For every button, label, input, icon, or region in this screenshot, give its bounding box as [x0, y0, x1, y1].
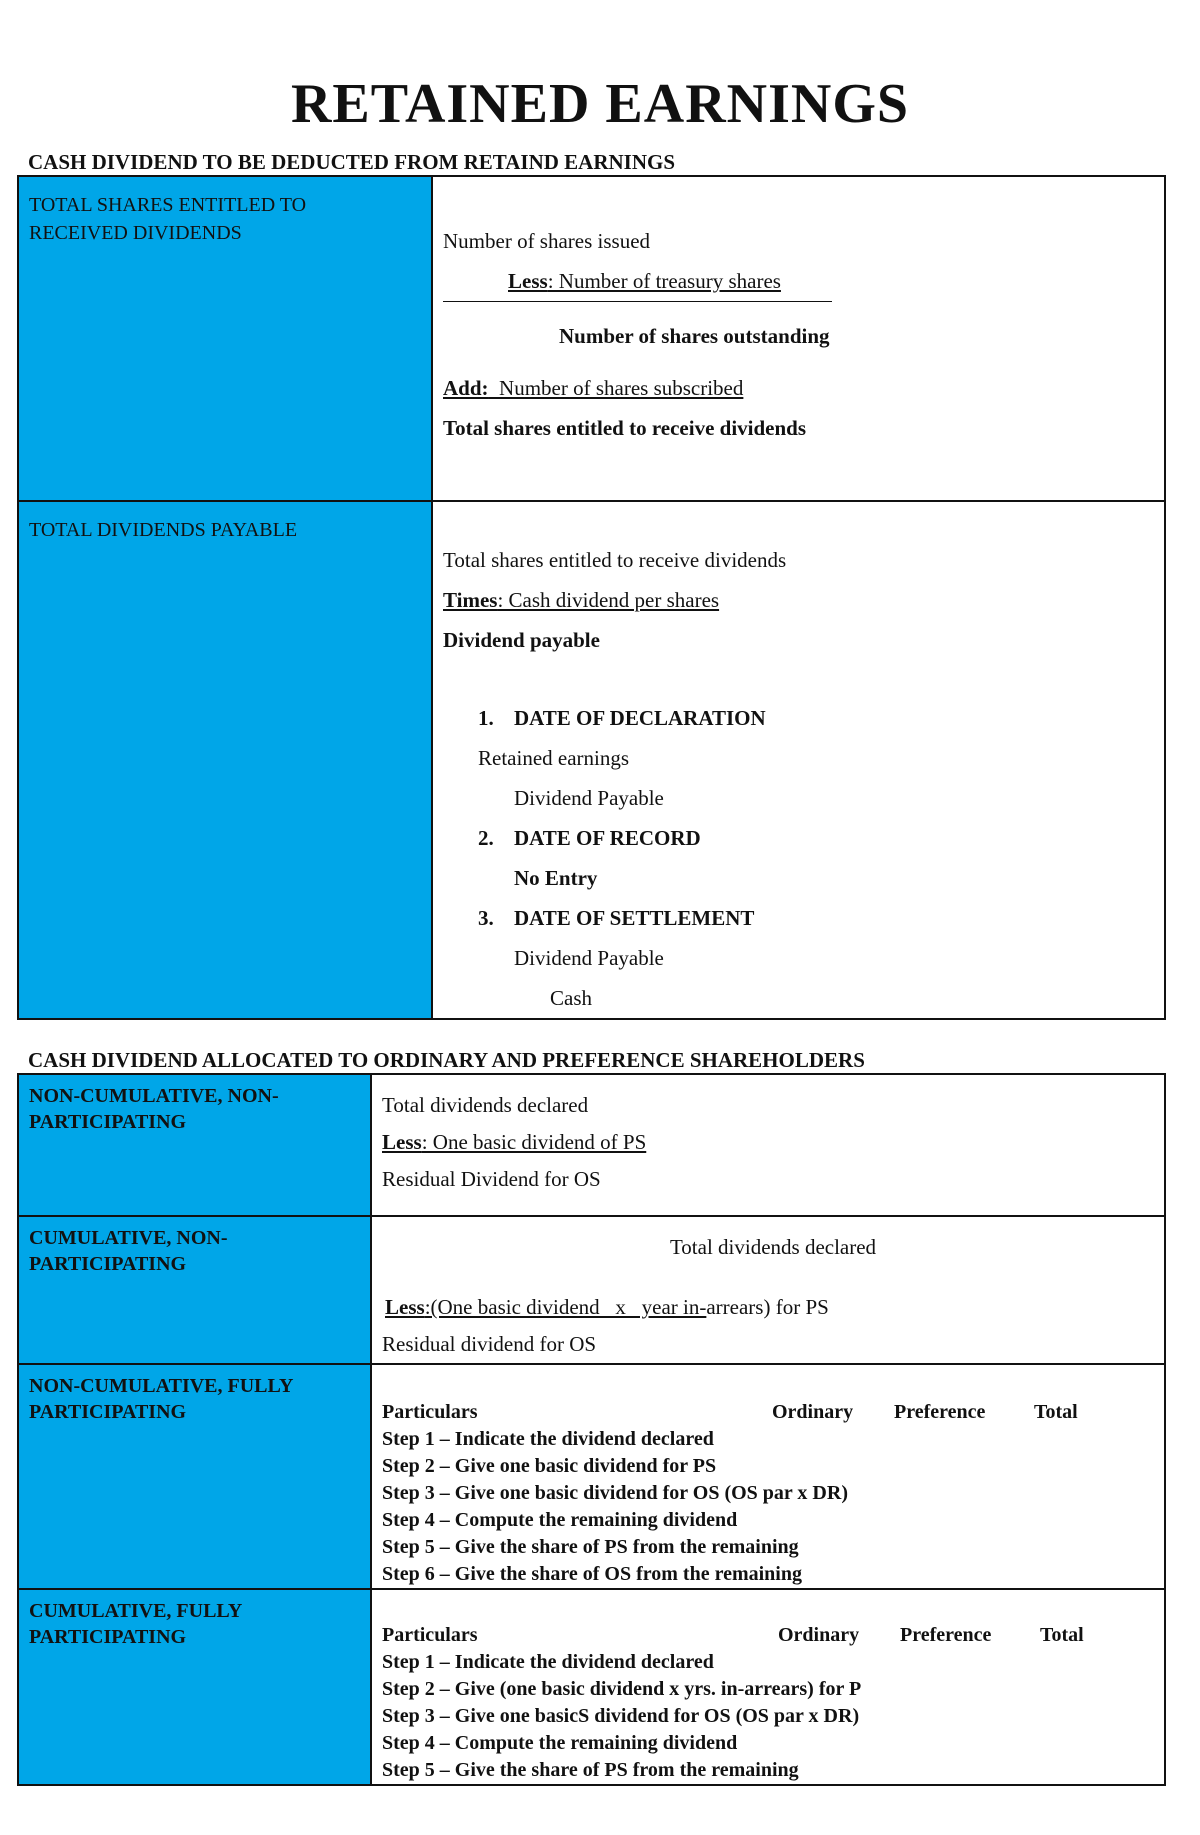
list-item [443, 698, 1164, 738]
less-keyword: Less [385, 1295, 425, 1319]
row-content-cell [371, 1364, 1165, 1589]
table-row [18, 1364, 1165, 1589]
row-label: TOTAL SHARES ENTITLED TO RECEIVED DIVIDENDS [29, 194, 307, 244]
dividend-deduction-table [17, 175, 1166, 1020]
less-text-rest: arrears) for PS [706, 1295, 829, 1319]
declared-line: Total dividends declared [382, 1093, 589, 1117]
row-label-cell [18, 1589, 371, 1785]
times-line [443, 580, 1164, 620]
row-label-cell [18, 176, 432, 501]
list-title: DATE OF DECLARATION [514, 706, 766, 730]
add-text: Number of shares subscribed [488, 376, 744, 400]
col-total: Total [1034, 1401, 1078, 1423]
less-keyword: Less [508, 269, 548, 293]
list-number: 2. [478, 826, 494, 850]
payable-line: Dividend payable [443, 628, 600, 652]
page-title: RETAINED EARNINGS [290, 73, 910, 135]
col-total: Total [1040, 1624, 1084, 1646]
row-content-cell [371, 1589, 1165, 1785]
step-item: Step 2 – Give one basic dividend for PS [382, 1455, 717, 1477]
column-header [382, 1399, 1164, 1426]
issued-line: Number of shares issued [443, 229, 651, 253]
table-row [18, 1589, 1165, 1785]
declared-line: Total dividends declared [669, 1235, 877, 1259]
row-content-cell [432, 501, 1165, 1019]
row-label: NON-CUMULATIVE, NON-PARTICIPATING [29, 1085, 279, 1133]
journal-debit: Dividend Payable [514, 946, 664, 970]
row-content-cell [432, 176, 1165, 501]
col-particulars: Particulars [382, 1624, 478, 1646]
add-keyword: Add: [443, 376, 489, 400]
shares-line: Total shares entitled to receive dividends [443, 548, 787, 572]
step-item: Step 5 – Give the share of PS from the remaining [382, 1536, 799, 1558]
less-keyword: Less [382, 1130, 422, 1154]
table-row [18, 1074, 1165, 1216]
col-particulars: Particulars [382, 1401, 478, 1423]
times-text: : Cash dividend per shares [497, 588, 720, 612]
row-label: TOTAL DIVIDENDS PAYABLE [29, 519, 298, 541]
list-number: 3. [478, 906, 494, 930]
row-content-cell [371, 1216, 1165, 1364]
residual-line: Residual Dividend for OS [382, 1167, 601, 1191]
step-item: Step 2 – Give (one basic dividend x yrs. in-arrears) for P [382, 1678, 862, 1700]
journal-credit: Cash [550, 986, 592, 1010]
row-label: CUMULATIVE, NON-PARTICIPATING [29, 1227, 228, 1275]
list-item [443, 898, 1164, 938]
row-label-cell [18, 1074, 371, 1216]
step-item: Step 3 – Give one basicS dividend for OS (OS par x DR) [382, 1705, 860, 1727]
less-text: :(One basic dividend x year in- [424, 1295, 707, 1319]
step-item: Step 4 – Compute the remaining dividend [382, 1509, 738, 1531]
outstanding-line: Number of shares outstanding [559, 324, 830, 348]
total-entitled-line: Total shares entitled to receive dividends [443, 416, 807, 440]
dividend-allocation-table [17, 1073, 1166, 1786]
less-text: : One basic dividend of PS [421, 1130, 647, 1154]
residual-line: Residual dividend for OS [382, 1332, 597, 1356]
list-item [443, 818, 1164, 858]
less-text: : Number of treasury shares [547, 269, 781, 293]
col-preference: Preference [900, 1624, 992, 1646]
step-item: Step 1 – Indicate the dividend declared [382, 1428, 714, 1450]
section1-heading: CASH DIVIDEND TO BE DEDUCTED FROM RETAIND EARNINGS [28, 150, 676, 174]
col-preference: Preference [894, 1401, 986, 1423]
row-label-cell [18, 1216, 371, 1364]
row-label-cell [18, 501, 432, 1019]
step-item: Step 5 – Give the share of PS from the remaining [382, 1759, 799, 1781]
subtotal-rule [443, 301, 832, 302]
row-label: NON-CUMULATIVE, FULLY PARTICIPATING [29, 1375, 293, 1423]
no-entry-line: No Entry [514, 866, 598, 890]
table-row [18, 501, 1165, 1019]
col-ordinary: Ordinary [772, 1401, 854, 1423]
list-number: 1. [478, 706, 494, 730]
row-label-cell [18, 1364, 371, 1589]
step-item: Step 6 – Give the share of OS from the remaining [382, 1563, 802, 1585]
list-title: DATE OF SETTLEMENT [514, 906, 755, 930]
row-label: CUMULATIVE, FULLY PARTICIPATING [29, 1600, 242, 1648]
step-item: Step 1 – Indicate the dividend declared [382, 1651, 714, 1673]
less-line [382, 1289, 1164, 1326]
journal-credit: Dividend Payable [514, 786, 664, 810]
step-item: Step 3 – Give one basic dividend for OS (OS par x DR) [382, 1482, 848, 1504]
row-content-cell [371, 1074, 1165, 1216]
table-row [18, 176, 1165, 501]
less-line [443, 261, 1164, 301]
table-row [18, 1216, 1165, 1364]
section2-heading: CASH DIVIDEND ALLOCATED TO ORDINARY AND PREFERENCE SHAREHOLDERS [28, 1048, 865, 1072]
col-ordinary: Ordinary [778, 1624, 860, 1646]
step-item: Step 4 – Compute the remaining dividend [382, 1732, 738, 1754]
journal-debit: Retained earnings [478, 746, 630, 770]
times-keyword: Times [443, 588, 498, 612]
less-line [382, 1124, 1164, 1161]
list-title: DATE OF RECORD [514, 826, 701, 850]
column-header [382, 1622, 1164, 1649]
add-line [443, 368, 1164, 408]
